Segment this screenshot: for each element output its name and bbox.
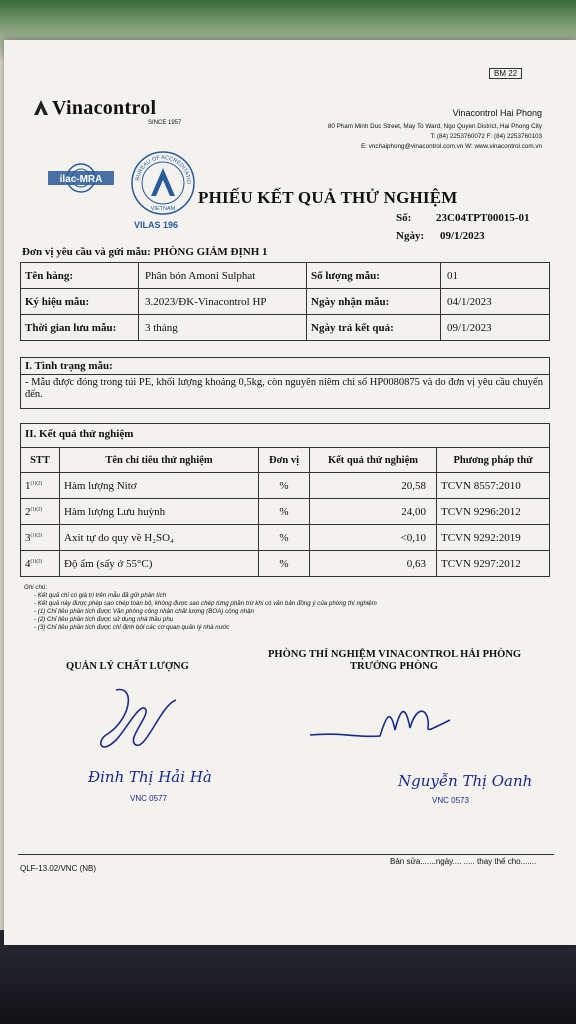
table-row xyxy=(21,551,550,577)
requester-label: Đơn vị yêu cầu và gửi mẫu: xyxy=(22,246,151,258)
left-signer-code: VNC 0577 xyxy=(130,794,167,803)
col-result: Kết quả thử nghiệm xyxy=(310,448,437,473)
company-name: Vinacontrol Hai Phong xyxy=(452,108,542,118)
test-results-table xyxy=(20,447,550,577)
sample-condition-title: I. Tình trạng mẫu: xyxy=(21,358,549,375)
row-unit: % xyxy=(259,525,310,551)
col-stt: STT xyxy=(21,448,60,473)
company-phone: T: (84) 2253760072 F: (84) 2253760103 xyxy=(430,133,542,140)
row-result: 0,63 xyxy=(310,551,437,577)
table-row xyxy=(21,499,550,525)
table-header-row xyxy=(21,448,550,473)
row-sup: (1)(2) xyxy=(30,480,43,486)
receive-date: 04/1/2023 xyxy=(441,289,550,315)
requester xyxy=(22,246,268,258)
col-unit: Đơn vị xyxy=(259,448,310,473)
row-stt: 1 xyxy=(25,479,31,492)
document-title: PHIẾU KẾT QUẢ THỬ NGHIỆM xyxy=(198,188,458,207)
head-title: TRƯỞNG PHÒNG xyxy=(350,661,438,672)
row-stt: 4 xyxy=(25,557,31,570)
note-item: - (1) Chỉ tiêu phân tích được Văn phòng công nhận chất lượng (BOA) công nhận xyxy=(34,608,254,615)
row-name: Hàm lượng Lưu huỳnh xyxy=(60,499,259,525)
right-signer-name: Nguyễn Thị Oanh xyxy=(398,772,533,790)
form-code: QLF-13.02/VNC (NB) xyxy=(20,864,97,873)
report-number-label: Số: xyxy=(396,212,412,224)
row-sup: (1)(2) xyxy=(30,558,43,564)
row-method: TCVN 9292:2019 xyxy=(437,525,550,551)
lab-title: PHÒNG THÍ NGHIỆM VINACONTROL HẢI PHÒNG xyxy=(268,649,522,660)
ilac-mra-logo xyxy=(46,163,116,193)
left-signer-name: Đinh Thị Hải Hà xyxy=(88,768,212,786)
revision-text: Bản sửa.......ngày.... ..... thay thế cho....... xyxy=(390,857,537,866)
ilac-text: ilac-MRA xyxy=(59,174,103,185)
receive-date-label: Ngày nhận mẫu: xyxy=(307,289,441,315)
row-sup: (1)(2) xyxy=(30,506,43,512)
notes-title: Ghi chú: xyxy=(24,584,48,591)
row-stt: 3 xyxy=(25,531,31,544)
vinacontrol-logo-icon xyxy=(32,99,50,117)
row-name: Hàm lượng Nitơ xyxy=(60,473,259,499)
right-signature xyxy=(300,690,470,750)
svg-text:BUREAU OF ACCREDITATION: BUREAU OF ACCREDITATIO xyxy=(135,154,192,185)
note-item: - (2) Chỉ tiêu phân tích được sử dụng nhà thầu phụ xyxy=(34,616,174,623)
product-name-label: Tên hàng: xyxy=(21,263,139,289)
requester-value: PHÒNG GIÁM ĐỊNH 1 xyxy=(153,246,268,258)
table-row xyxy=(21,525,550,551)
svg-text:VIETNAM: VIETNAM xyxy=(150,206,176,212)
row-method: TCVN 9297:2012 xyxy=(437,551,550,577)
report-number: 23C04TPT00015-01 xyxy=(436,212,530,224)
col-method: Phương pháp thử xyxy=(437,448,550,473)
sample-code-label: Ký hiệu mẫu: xyxy=(21,289,139,315)
row-name: Axit tự do quy về H₂SO₄ xyxy=(60,525,259,551)
row-stt: 2 xyxy=(25,505,31,518)
return-date: 09/1/2023 xyxy=(441,315,550,341)
note-item: - Kết quả này được phép sao chép toàn bộ, không được sao chép từng phần trừ khi có văn bản đồng ý của phòng thí nghiệm xyxy=(34,600,377,607)
report-date: 09/1/2023 xyxy=(440,230,485,242)
table-row xyxy=(21,473,550,499)
col-name: Tên chỉ tiêu thử nghiệm xyxy=(60,448,259,473)
row-unit: % xyxy=(259,499,310,525)
note-item: - (3) Chỉ tiêu phân tích được chỉ định bởi các cơ quan quản lý nhà nước xyxy=(34,624,230,631)
logo-text: Vinacontrol xyxy=(52,97,157,119)
row-method: TCVN 9296:2012 xyxy=(437,499,550,525)
row-sup: (1)(2) xyxy=(30,532,43,538)
retention: 3 tháng xyxy=(139,315,307,341)
return-date-label: Ngày trả kết quả: xyxy=(307,315,441,341)
form-code-box: BM 22 xyxy=(489,68,522,79)
test-results-title: II. Kết quả thử nghiệm xyxy=(25,428,134,440)
company-email: E: vnchaiphong@vinacontrol.com.vn W: www.vinacontrol.com.vn xyxy=(361,143,542,150)
report-date-label: Ngày: xyxy=(396,230,425,242)
quality-manager-title: QUẢN LÝ CHẤT LƯỢNG xyxy=(66,661,189,672)
sample-count-label: Số lượng mẫu: xyxy=(307,263,441,289)
sample-code: 3.2023/ĐK-Vinacontrol HP xyxy=(139,289,307,315)
right-signer-code: VNC 0573 xyxy=(432,796,469,805)
row-result: 20,58 xyxy=(310,473,437,499)
left-signature xyxy=(86,680,196,760)
accreditation-seal xyxy=(130,150,196,216)
row-unit: % xyxy=(259,473,310,499)
vilas-number: VILAS 196 xyxy=(134,220,179,230)
footer-divider xyxy=(18,854,554,855)
test-results-title-box xyxy=(20,423,550,448)
sample-condition-box xyxy=(20,357,550,409)
sample-info-table xyxy=(20,262,550,341)
logo-since: SINCE 1957 xyxy=(148,120,182,126)
company-address: 80 Pham Minh Duc Street, May To Ward, Ngo Quyen District, Hai Phong City xyxy=(327,123,542,130)
notes xyxy=(24,584,544,632)
row-method: TCVN 8557:2010 xyxy=(437,473,550,499)
sample-count: 01 xyxy=(441,263,550,289)
sample-condition-text: - Mẫu được đóng trong túi PE, khối lượng khoảng 0,5kg, còn nguyên niêm chì số HP0080875 và do đơn vị yêu cầu chuyển đến. xyxy=(25,377,543,400)
row-result: 24,00 xyxy=(310,499,437,525)
row-unit: % xyxy=(259,551,310,577)
note-item: - Kết quả chỉ có giá trị trên mẫu đã gửi phân tích xyxy=(34,592,167,599)
row-name: Độ ẩm (sấy ở 55°C) xyxy=(60,551,259,577)
row-result: <0,10 xyxy=(310,525,437,551)
product-name: Phân bón Amoni Sulphat xyxy=(139,263,307,289)
company-contact xyxy=(242,122,542,152)
retention-label: Thời gian lưu mẫu: xyxy=(21,315,139,341)
